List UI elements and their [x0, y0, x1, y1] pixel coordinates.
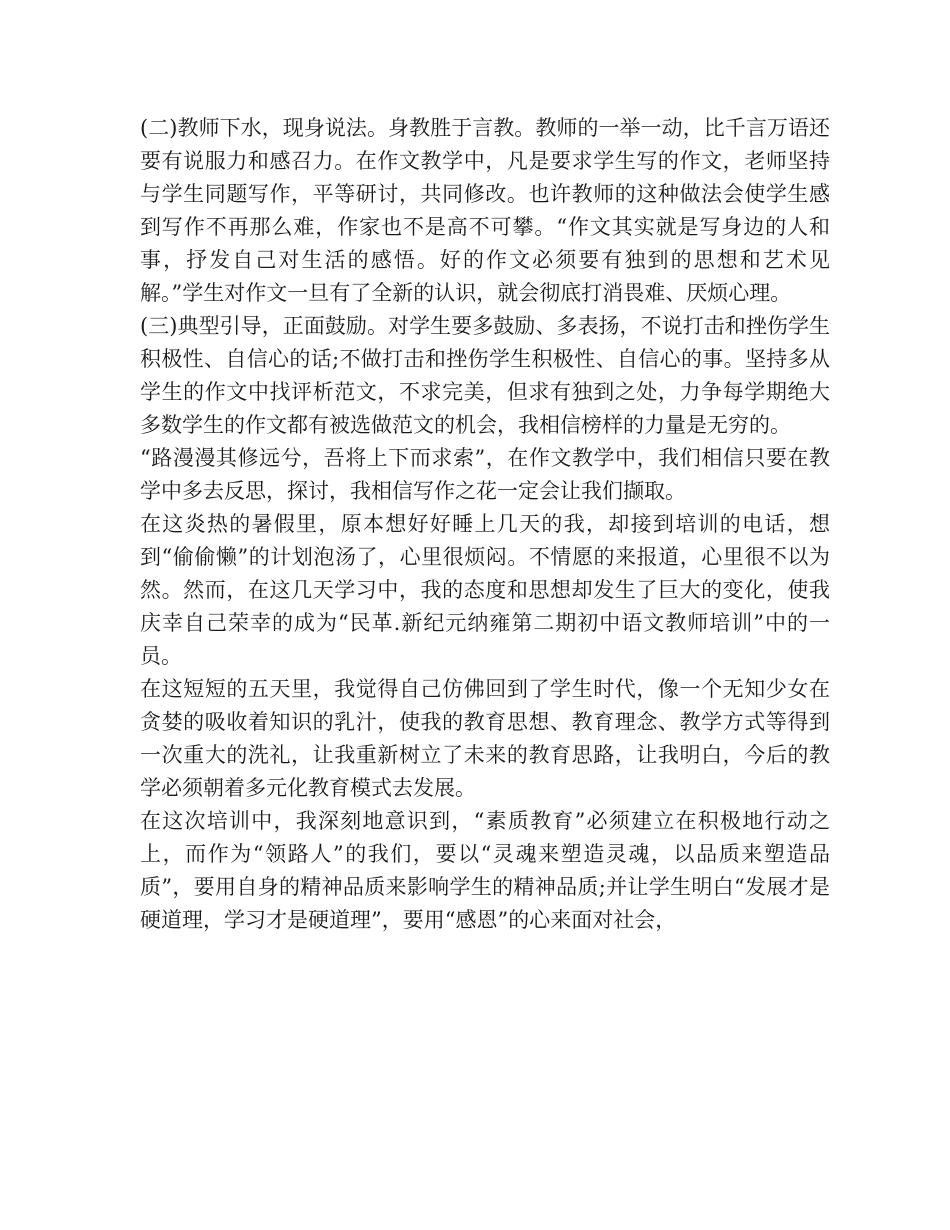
paragraph-five-days: 在这短短的五天里，我觉得自己仿佛回到了学生时代，像一个无知少女在贪婪的吸收着知识的乳汁，使我的教育思想、教育理念、教学方式等得到一次重大的洗礼，让我重新树立了未来的教育思路，让我明白，今后的教学必须朝着多元化教育模式去发展。: [140, 677, 830, 800]
paragraph-quality-education: 在这次培训中，我深刻地意识到，“素质教育”必须建立在积极地行动之上，而作为“领路人”的我们，要以“灵魂来塑造灵魂，以品质来塑造品质”，要用自身的精神品质来影响学生的精神品质;并让学生明白“发展才是硬道理，学习才是硬道理”，要用“感恩”的心来面对社会，: [140, 809, 830, 932]
paragraph-teacher-example: (二)教师下水，现身说法。身教胜于言教。教师的一举一动，比千言万语还要有说服力和感召力。在作文教学中，凡是要求学生写的作文，老师坚持与学生同题写作，平等研讨，共同修改。也许教师的这种做法会使学生感到写作不再那么难，作家也不是高不可攀。“作文其实就是写身边的人和事，抒发自己对生活的感悟。好的作文必须要有独到的思想和艺术见解。”学生对作文一旦有了全新的认识，就会彻底打消畏难、厌烦心理。: [140, 116, 830, 305]
document-body: [140, 112, 830, 937]
paragraph-summer-training: 在这炎热的暑假里，原本想好好睡上几天的我，却接到培训的电话，想到“偷偷懒”的计划泡汤了，心里很烦闷。不情愿的来报道，心里很不以为然。然而，在这几天学习中，我的态度和思想却发生了巨大的变化，使我庆幸自己荣幸的成为“民革.新纪元纳雍第二期初中语文教师培训”中的一员。: [140, 512, 830, 668]
paragraph-quote-reflection: “路漫漫其修远兮，吾将上下而求索”，在作文教学中，我们相信只要在教学中多去反思，探讨，我相信写作之花一定会让我们撷取。: [140, 446, 830, 503]
paragraph-typical-guidance: (三)典型引导，正面鼓励。对学生要多鼓励、多表扬，不说打击和挫伤学生积极性、自信心的话;不做打击和挫伤学生积极性、自信心的事。坚持多从学生的作文中找评析范文，不求完美，但求有独到之处，力争每学期绝大多数学生的作文都有被选做范文的机会，我相信榜样的力量是无穷的。: [140, 314, 830, 437]
